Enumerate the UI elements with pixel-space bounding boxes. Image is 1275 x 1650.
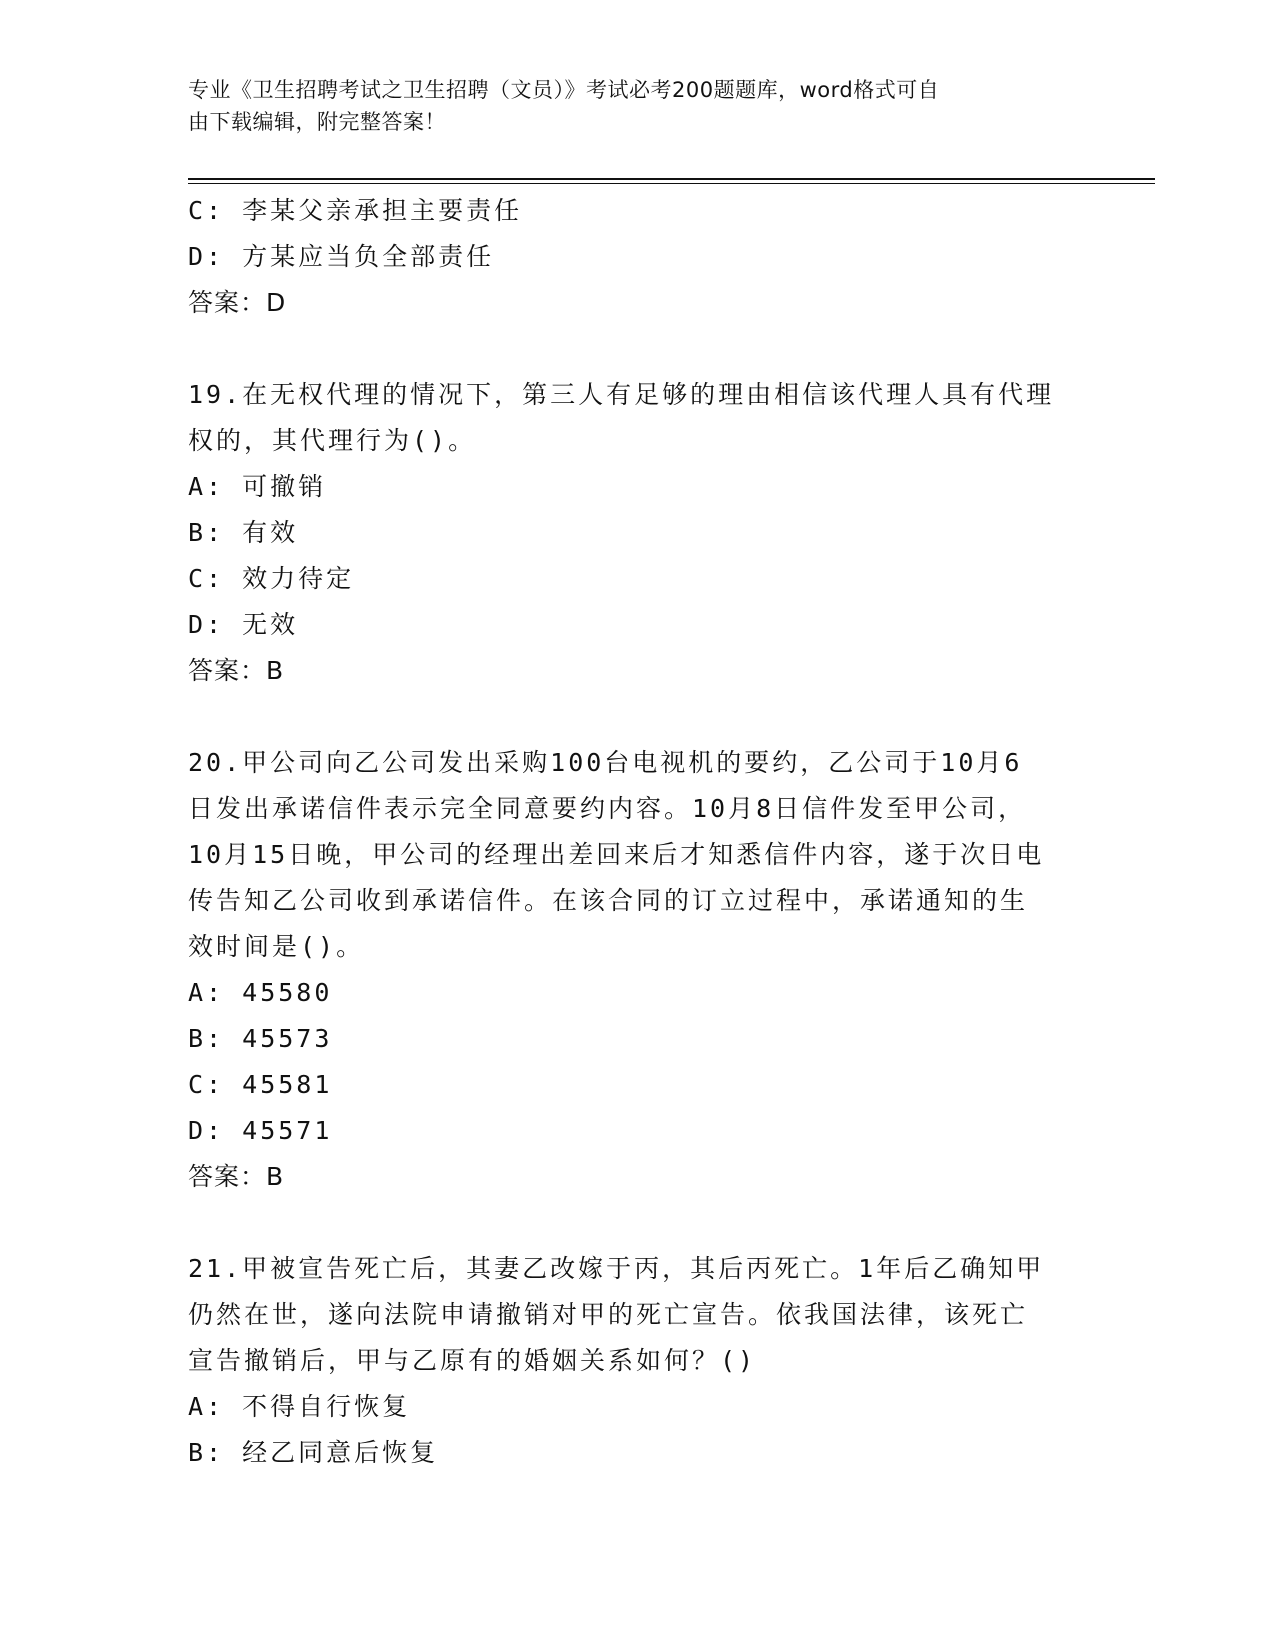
q18-answer: 答案：D — [188, 288, 287, 317]
q19-option-b: B: 有效 — [188, 518, 299, 547]
q19-option-d: D: 无效 — [188, 610, 299, 639]
question-21 — [188, 1246, 1088, 1476]
q19-option-a: A: 可撤销 — [188, 472, 327, 501]
q20-option-c: C: 45581 — [188, 1070, 333, 1099]
q21-stem-line-2: 仍然在世，遂向法院申请撤销对甲的死亡宣告。依我国法律，该死亡 — [188, 1300, 1029, 1329]
spacer — [188, 694, 1088, 740]
q20-option-b: B: 45573 — [188, 1024, 333, 1053]
q21-stem-line-3: 宣告撤销后，甲与乙原有的婚姻关系如何？() — [188, 1346, 757, 1375]
q18-option-c: C: 李某父亲承担主要责任 — [188, 196, 523, 225]
spacer — [188, 1200, 1088, 1246]
q20-option-a: A: 45580 — [188, 978, 333, 1007]
q21-stem-line-1: 21.甲被宣告死亡后，其妻乙改嫁于丙，其后丙死亡。1年后乙确知甲 — [188, 1254, 1045, 1283]
q19-stem-line-1: 19.在无权代理的情况下，第三人有足够的理由相信该代理人具有代理 — [188, 380, 1055, 409]
question-19 — [188, 372, 1088, 694]
q20-option-d: D: 45571 — [188, 1116, 333, 1145]
header-rule-thin — [188, 183, 1155, 184]
q21-option-a: A: 不得自行恢复 — [188, 1392, 411, 1421]
header-line-1: 专业《卫生招聘考试之卫生招聘（文员）》考试必考200题题库，word格式可自 — [188, 78, 940, 102]
header-rule-thick — [188, 178, 1155, 180]
q20-stem-line-4: 传告知乙公司收到承诺信件。在该合同的订立过程中，承诺通知的生 — [188, 886, 1029, 915]
q18-option-d: D: 方某应当负全部责任 — [188, 242, 495, 271]
q19-answer: 答案：B — [188, 656, 285, 685]
q19-option-c: C: 效力待定 — [188, 564, 355, 593]
q20-stem-line-1: 20.甲公司向乙公司发出采购100台电视机的要约，乙公司于10月6 — [188, 748, 1023, 777]
q20-stem-line-5: 效时间是()。 — [188, 932, 365, 961]
question-list — [188, 188, 1088, 1476]
header-line-2: 由下载编辑，附完整答案！ — [188, 110, 446, 134]
spacer — [188, 326, 1088, 372]
q20-stem-line-2: 日发出承诺信件表示完全同意要约内容。10月8日信件发至甲公司， — [188, 794, 1027, 823]
q21-option-b: B: 经乙同意后恢复 — [188, 1438, 439, 1467]
question-18 — [188, 188, 1088, 326]
q19-stem-line-2: 权的，其代理行为()。 — [188, 426, 477, 455]
q20-answer: 答案：B — [188, 1162, 285, 1191]
question-20 — [188, 740, 1088, 1200]
document-header — [188, 74, 1068, 138]
q20-stem-line-3: 10月15日晚，甲公司的经理出差回来后才知悉信件内容，遂于次日电 — [188, 840, 1045, 869]
